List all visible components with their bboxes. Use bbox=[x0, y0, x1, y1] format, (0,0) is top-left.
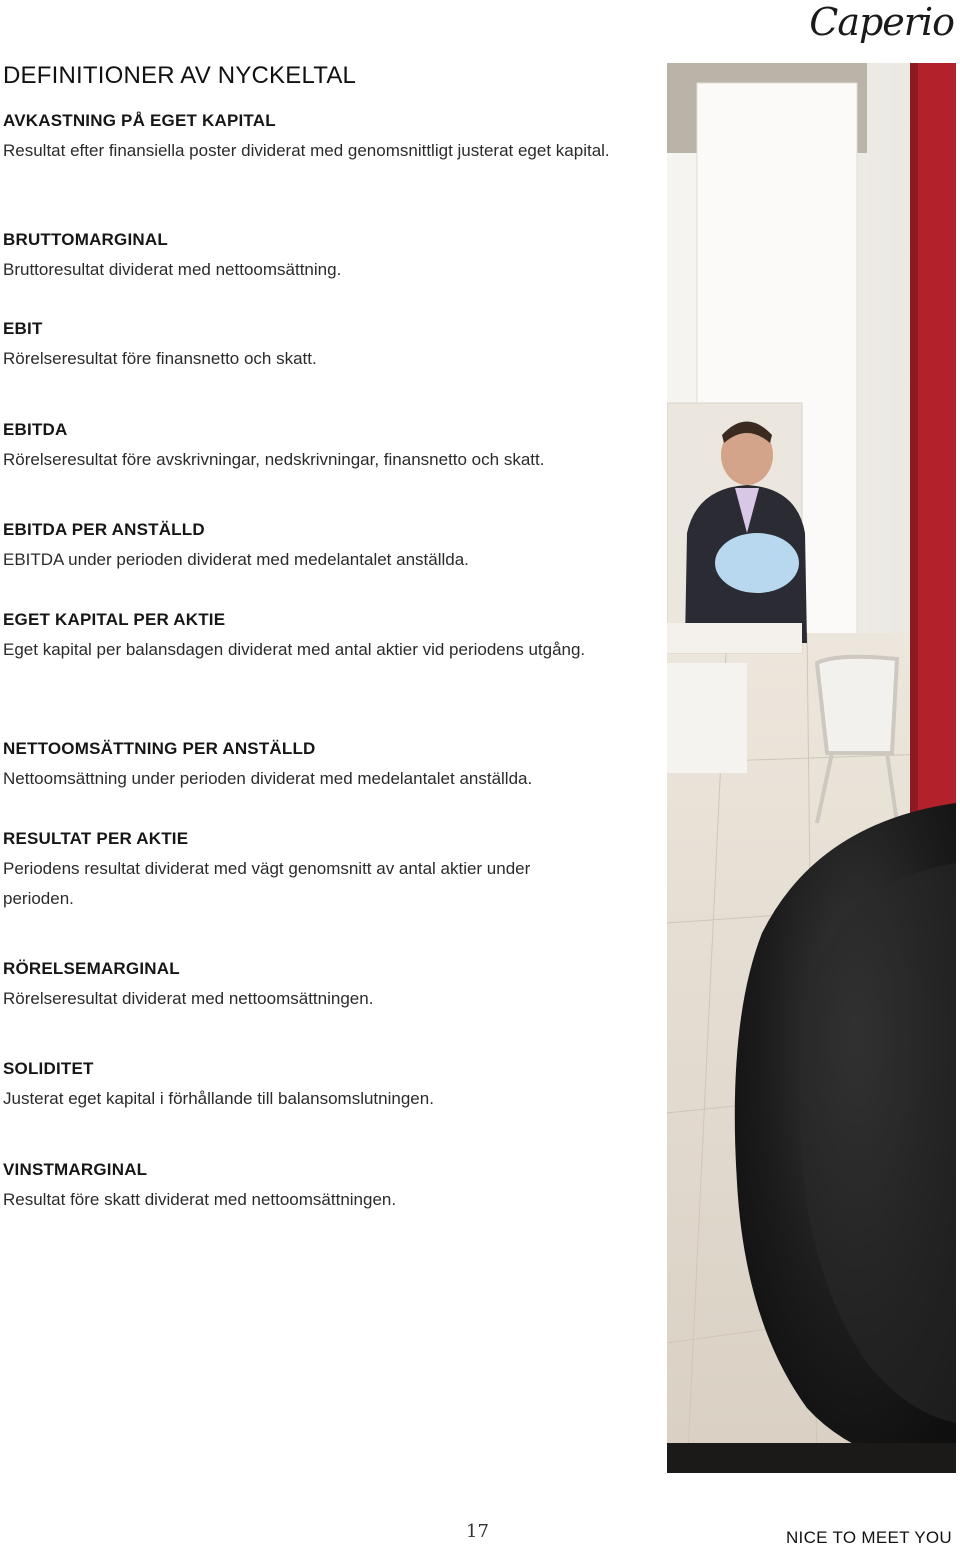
definition-item bbox=[3, 1058, 643, 1114]
definition-description: Nettoomsättning under perioden dividerat med medelantalet anställda. bbox=[3, 769, 533, 788]
definition-description: Rörelseresultat dividerat med nettoomsättningen. bbox=[3, 989, 374, 1008]
definition-term: EGET KAPITAL PER AKTIE bbox=[3, 610, 226, 629]
definition-term: NETTOOMSÄTTNING PER ANSTÄLLD bbox=[3, 739, 316, 758]
white-table bbox=[667, 663, 747, 773]
dark-rug bbox=[667, 1443, 956, 1473]
definition-term: EBIT bbox=[3, 319, 43, 338]
definition-term: EBITDA PER ANSTÄLLD bbox=[3, 520, 205, 539]
definition-description: Rörelseresultat före avskrivningar, nedskrivningar, finansnetto och skatt. bbox=[3, 450, 545, 469]
definition-description: EBITDA under perioden dividerat med medelantalet anställda. bbox=[3, 550, 469, 569]
definition-description: Resultat efter finansiella poster dividerat med genomsnittligt justerat eget kapital. bbox=[3, 141, 610, 160]
definition-item bbox=[3, 519, 643, 575]
definition-item bbox=[3, 609, 643, 665]
definition-term: BRUTTOMARGINAL bbox=[3, 230, 168, 249]
definition-term: SOLIDITET bbox=[3, 1059, 94, 1078]
office-photo bbox=[667, 63, 956, 1473]
definition-description: Periodens resultat dividerat med vägt genomsnitt av antal aktier under perioden. bbox=[3, 859, 531, 908]
definition-description: Eget kapital per balansdagen dividerat med antal aktier vid periodens utgång. bbox=[3, 640, 586, 659]
red-pillar-shadow bbox=[910, 63, 918, 923]
definition-item bbox=[3, 229, 643, 285]
definition-item bbox=[3, 110, 643, 166]
page-title: DEFINITIONER AV NYCKELTAL bbox=[3, 62, 357, 89]
definition-term: EBITDA bbox=[3, 420, 68, 439]
definition-term: RESULTAT PER AKTIE bbox=[3, 829, 189, 848]
definition-item bbox=[3, 1159, 643, 1215]
definition-description: Rörelseresultat före finansnetto och skatt. bbox=[3, 349, 317, 368]
page-number: 17 bbox=[466, 1521, 489, 1542]
caperio-logo: Caperio bbox=[809, 0, 954, 44]
definition-item bbox=[3, 738, 643, 794]
definition-description: Resultat före skatt dividerat med nettoomsättningen. bbox=[3, 1190, 397, 1209]
footer-tagline: NICE TO MEET YOU bbox=[785, 1528, 952, 1547]
definition-description: Justerat eget kapital i förhållande till balansomslutningen. bbox=[3, 1089, 434, 1108]
definition-item bbox=[3, 318, 643, 374]
definition-description: Bruttoresultat dividerat med nettoomsättning. bbox=[3, 260, 342, 279]
definition-term: AVKASTNING PÅ EGET KAPITAL bbox=[3, 111, 276, 130]
poster-footer-strip bbox=[667, 623, 802, 653]
definition-item bbox=[3, 419, 643, 475]
definition-term: VINSTMARGINAL bbox=[3, 1160, 148, 1179]
definition-item bbox=[3, 958, 643, 1014]
definition-item bbox=[3, 828, 643, 914]
definition-term: RÖRELSEMARGINAL bbox=[3, 959, 180, 978]
